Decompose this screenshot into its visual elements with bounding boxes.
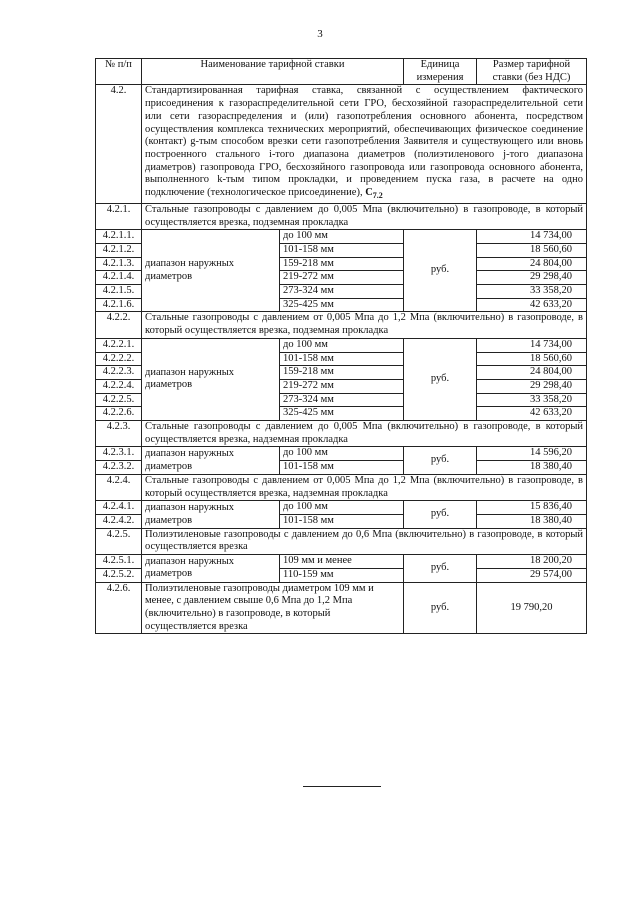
row-number: 4.2.2.5. xyxy=(96,393,142,407)
row-number: 4.2.2.6. xyxy=(96,407,142,421)
price-cell: 14 734,00 xyxy=(477,230,587,244)
diameter-range: до 100 мм xyxy=(280,230,404,244)
group-number: 4.2.4. xyxy=(96,474,142,500)
unit-cell: руб. xyxy=(404,501,477,528)
section-row xyxy=(96,85,587,203)
price-cell: 29 298,40 xyxy=(477,271,587,285)
row-number: 4.2.3.1. xyxy=(96,447,142,461)
section-symbol-letter: C xyxy=(365,187,373,199)
diameter-range: до 100 мм xyxy=(280,447,404,461)
price-cell: 42 633,20 xyxy=(477,298,587,312)
row-number: 4.2.2.2. xyxy=(96,352,142,366)
header-name: Наименование тарифной ставки xyxy=(142,59,404,85)
last-row-description: Полиэтиленовые газопроводы диаметром 109 мм и менее, с давлением свыше 0,6 Мпа до 1,2 Мпа (включительно) в газопроводе, в который осуществляется врезка xyxy=(142,582,404,634)
group-header-row xyxy=(96,203,587,229)
row-number: 4.2.3.2. xyxy=(96,461,142,475)
group-description: Стальные газопроводы с давлением от 0,005 Мпа до 1,2 Мпа (включительно) в газопроводе, в который осуществляется врезка, подземная прокладка xyxy=(142,312,587,338)
diameter-range-label: диапазон наружных диаметров xyxy=(142,555,280,582)
diameter-range: 159-218 мм xyxy=(280,257,404,271)
diameter-range: до 100 мм xyxy=(280,338,404,352)
diameter-range: 219-272 мм xyxy=(280,379,404,393)
price-cell: 18 560,60 xyxy=(477,352,587,366)
table-row xyxy=(96,555,587,569)
table-row xyxy=(96,501,587,515)
group-header-row xyxy=(96,474,587,500)
diameter-range: 219-272 мм xyxy=(280,271,404,285)
group-header-row xyxy=(96,528,587,554)
group-header-row xyxy=(96,421,587,447)
diameter-range: 101-158 мм xyxy=(280,515,404,529)
header-size: Размер тарифной ставки (без НДС) xyxy=(477,59,587,85)
price-cell: 24 804,00 xyxy=(477,257,587,271)
unit-cell: руб. xyxy=(404,555,477,582)
row-number: 4.2.2.4. xyxy=(96,379,142,393)
diameter-range-label: диапазон наружных диаметров xyxy=(142,447,280,474)
diameter-range-label: диапазон наружных диаметров xyxy=(142,338,280,420)
row-number: 4.2.2.3. xyxy=(96,366,142,380)
diameter-range: 109 мм и менее xyxy=(280,555,404,569)
price-cell: 33 358,20 xyxy=(477,393,587,407)
price-cell: 14 596,20 xyxy=(477,447,587,461)
diameter-range: до 100 мм xyxy=(280,501,404,515)
diameter-range: 159-218 мм xyxy=(280,366,404,380)
group-number: 4.2.3. xyxy=(96,421,142,447)
table-header-row xyxy=(96,59,587,85)
group-header-row xyxy=(96,312,587,338)
group-number: 4.2.2. xyxy=(96,312,142,338)
price-cell: 33 358,20 xyxy=(477,285,587,299)
group-description: Полиэтиленовые газопроводы с давлением до 0,6 Мпа (включительно) в газопроводе, в который осуществляется врезка xyxy=(142,528,587,554)
row-number: 4.2.1.1. xyxy=(96,230,142,244)
group-number: 4.2.1. xyxy=(96,203,142,229)
diameter-range: 110-159 мм xyxy=(280,568,404,582)
tariff-table xyxy=(95,58,587,634)
table-row xyxy=(96,447,587,461)
group-description: Стальные газопроводы с давлением до 0,005 Мпа (включительно) в газопроводе, в который осуществляется врезка, надземная прокладка xyxy=(142,421,587,447)
diameter-range: 273-324 мм xyxy=(280,393,404,407)
price-cell: 19 790,20 xyxy=(477,582,587,634)
row-number: 4.2.6. xyxy=(96,582,142,634)
unit-cell: руб. xyxy=(404,447,477,474)
row-number: 4.2.5.1. xyxy=(96,555,142,569)
diameter-range: 101-158 мм xyxy=(280,461,404,475)
unit-cell: руб. xyxy=(404,230,477,312)
section-symbol-subscript: 7.2 xyxy=(372,191,383,201)
diameter-range: 101-158 мм xyxy=(280,352,404,366)
row-number: 4.2.1.4. xyxy=(96,271,142,285)
price-cell: 42 633,20 xyxy=(477,407,587,421)
last-row xyxy=(96,582,587,634)
price-cell: 18 560,60 xyxy=(477,243,587,257)
section-symbol xyxy=(365,187,383,201)
section-text: Стандартизированная тарифная ставка, связанной с осуществлением фактического присоединения к газораспределительной сети ГРО, бесхозяйной газораспределительной сети или сети газораспределения и (или) газопотребления основного абонента, посредством осуществления комплекса технических мероприятий, обеспечивающих физическое соединение (контакт) g-тым способом врезки сети газопотребления Заявителя и существующего или вновь построенного стального i-того диапазона диаметров (полиэтиленового j-того диапазона диаметров) газопровода ГРО, бесхозяйного газопровода или газопровода основного абонента, выполненного k-тым типом прокладки, и проведением пуска газа, в расчете на одно подключение (технологическое присоединение), xyxy=(145,85,584,199)
header-num: № п/п xyxy=(96,59,142,85)
diameter-range: 273-324 мм xyxy=(280,285,404,299)
page-number: 3 xyxy=(317,28,323,40)
group-number: 4.2.5. xyxy=(96,528,142,554)
diameter-range: 101-158 мм xyxy=(280,243,404,257)
header-unit: Единица измерения xyxy=(404,59,477,85)
unit-cell: руб. xyxy=(404,582,477,634)
row-number: 4.2.4.2. xyxy=(96,515,142,529)
table-row xyxy=(96,338,587,352)
group-description: Стальные газопроводы с давлением до 0,005 Мпа (включительно) в газопроводе, в который осуществляется врезка, подземная прокладка xyxy=(142,203,587,229)
row-number: 4.2.1.5. xyxy=(96,285,142,299)
section-description xyxy=(142,85,587,203)
diameter-range: 325-425 мм xyxy=(280,298,404,312)
row-number: 4.2.1.3. xyxy=(96,257,142,271)
diameter-range-label: диапазон наружных диаметров xyxy=(142,501,280,528)
table-row xyxy=(96,230,587,244)
price-cell: 29 574,00 xyxy=(477,568,587,582)
price-cell: 14 734,00 xyxy=(477,338,587,352)
price-cell: 18 200,20 xyxy=(477,555,587,569)
row-number: 4.2.4.1. xyxy=(96,501,142,515)
group-description: Стальные газопроводы с давлением от 0,005 Мпа до 1,2 Мпа (включительно) в газопроводе, в который осуществляется врезка, надземная прокладка xyxy=(142,474,587,500)
row-number: 4.2.5.2. xyxy=(96,568,142,582)
row-number: 4.2.2.1. xyxy=(96,338,142,352)
row-number: 4.2.1.6. xyxy=(96,298,142,312)
unit-cell: руб. xyxy=(404,338,477,420)
diameter-range: 325-425 мм xyxy=(280,407,404,421)
diameter-range-label: диапазон наружных диаметров xyxy=(142,230,280,312)
section-number: 4.2. xyxy=(96,85,142,203)
bottom-divider xyxy=(303,786,381,787)
row-number: 4.2.1.2. xyxy=(96,243,142,257)
price-cell: 18 380,40 xyxy=(477,515,587,529)
price-cell: 24 804,00 xyxy=(477,366,587,380)
price-cell: 15 836,40 xyxy=(477,501,587,515)
price-cell: 18 380,40 xyxy=(477,461,587,475)
price-cell: 29 298,40 xyxy=(477,379,587,393)
